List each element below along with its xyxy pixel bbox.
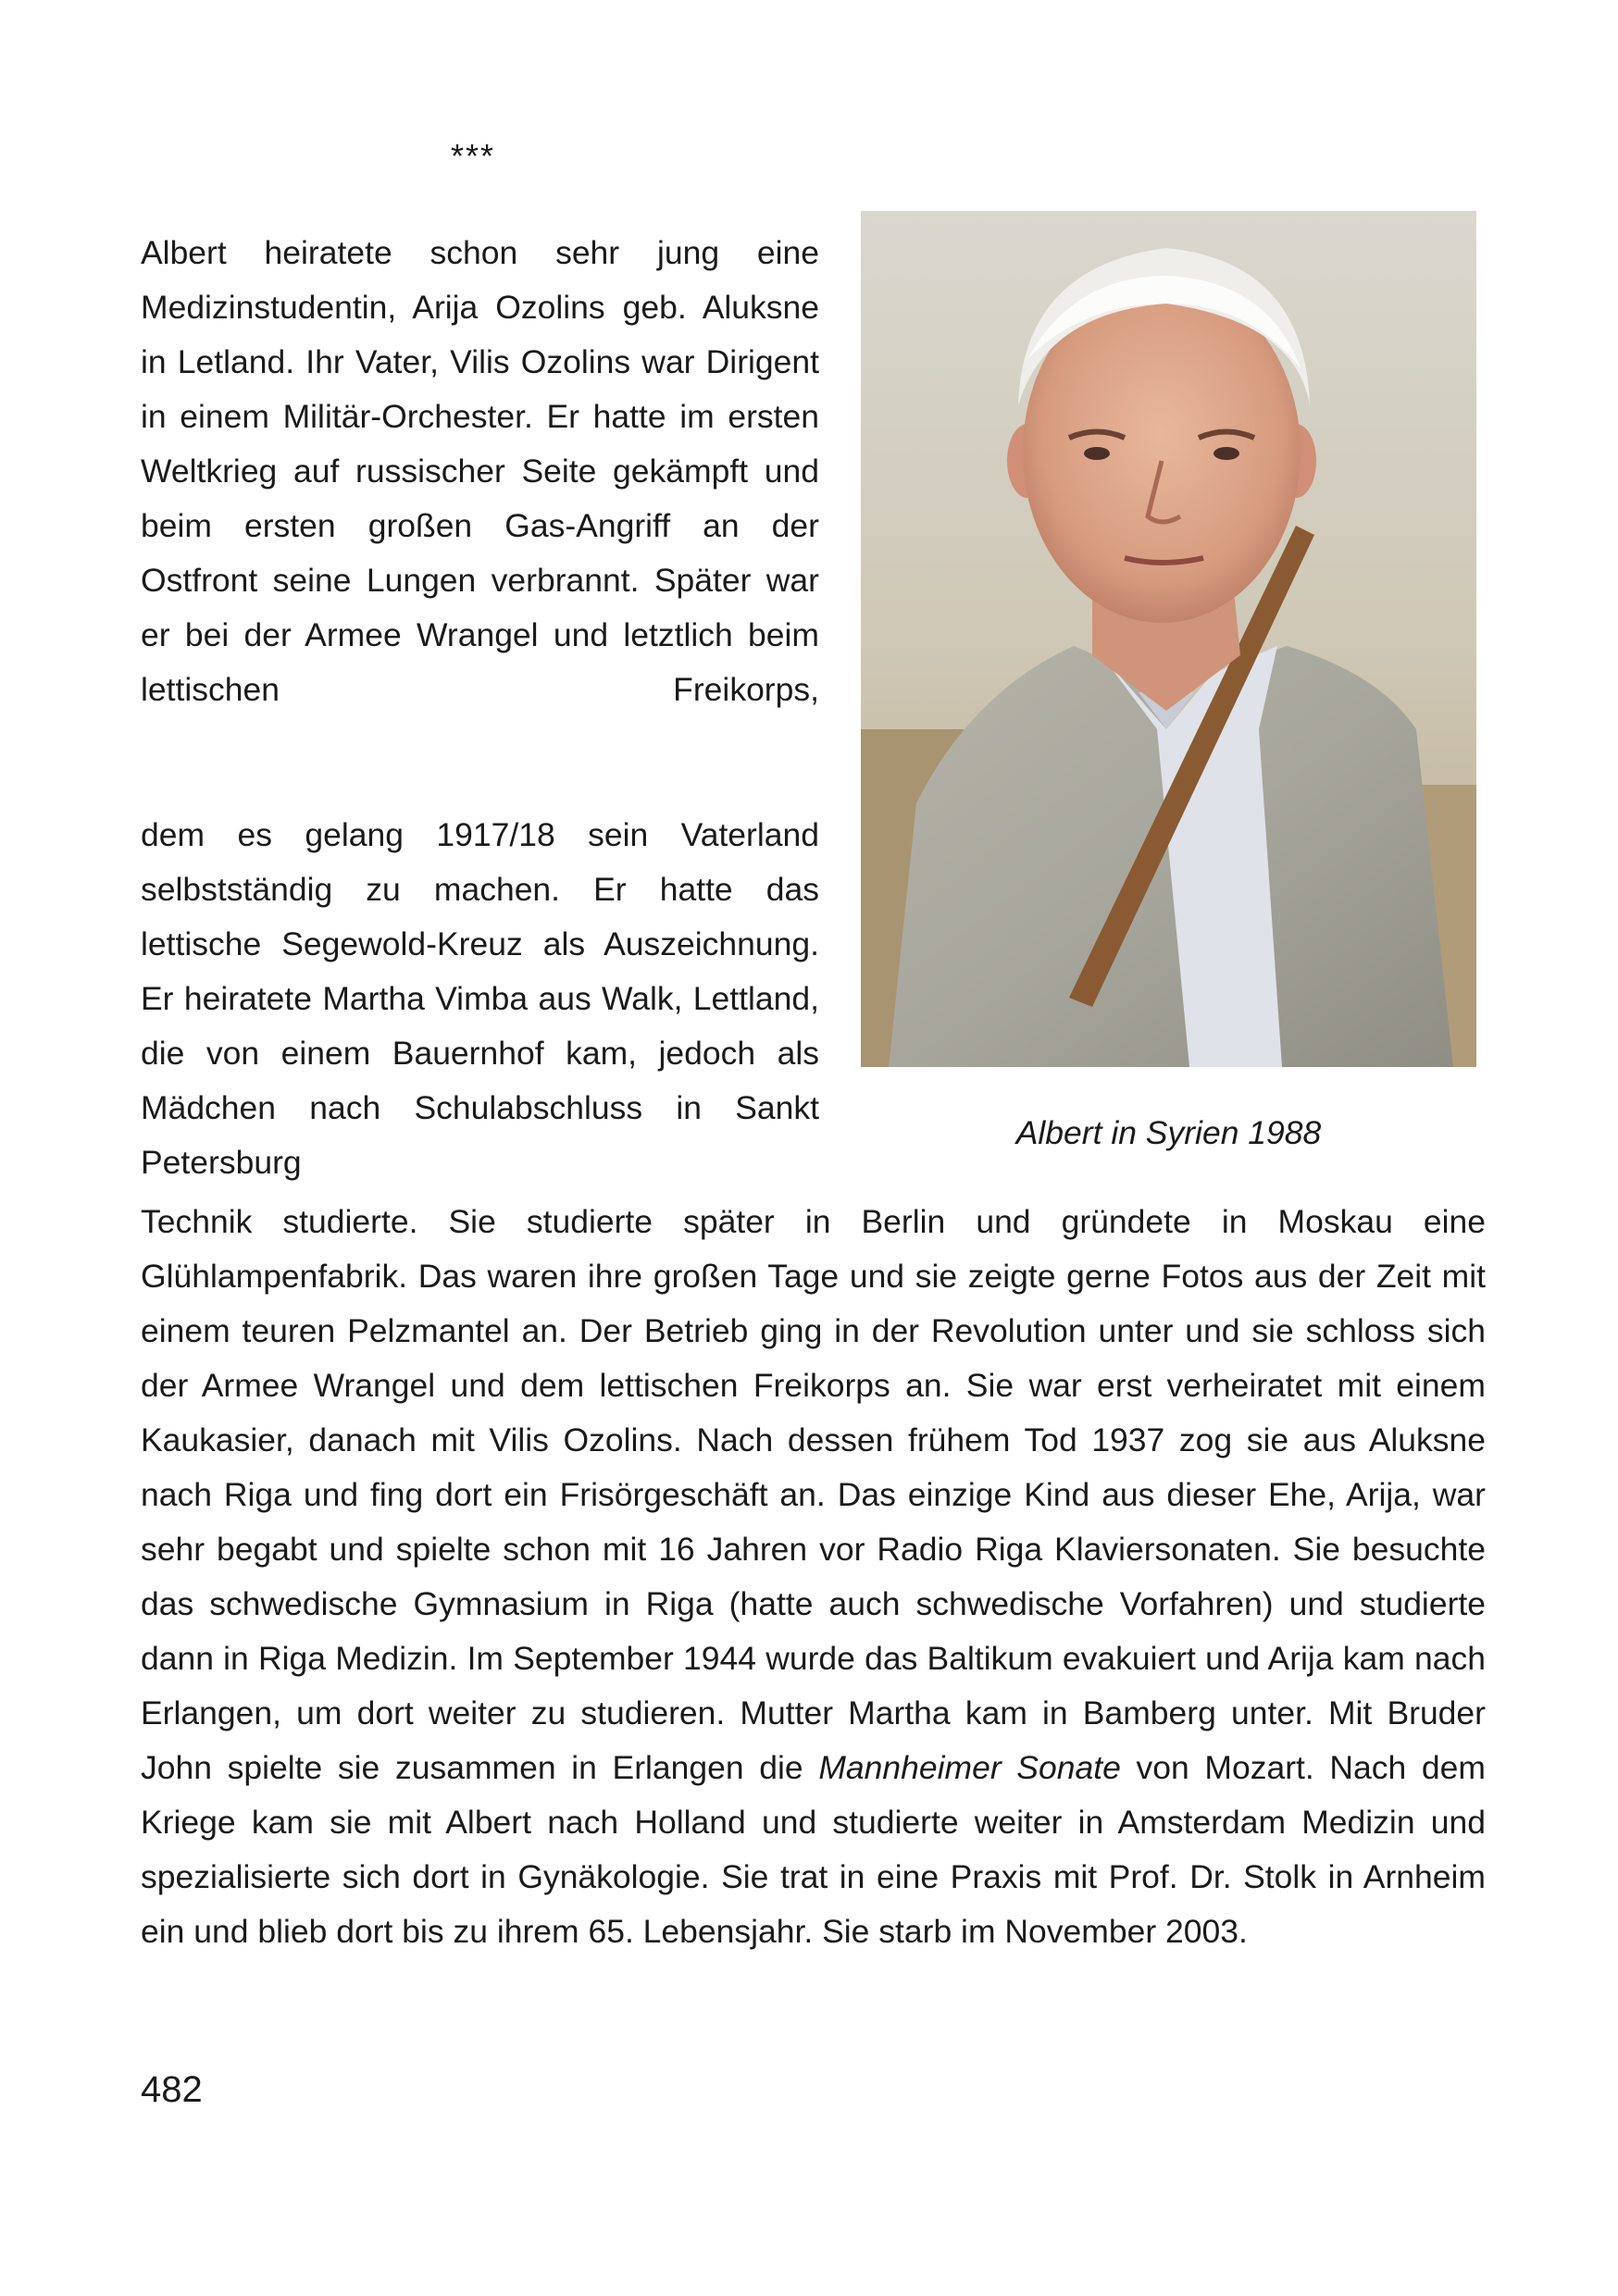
paragraph-arija-biography <box>141 1195 1486 1959</box>
biography-text-part-1: Technik studierte. Sie studierte später in Berlin und gründete in Moskau eine Glühlampenfabrik. Das waren ihre großen Tage und sie zeigte gerne Fotos aus der Zeit mit einem teuren Pelzmantel an. Der Betrieb ging in der Revolution unter und sie schloss sich der Armee Wrangel und dem lettischen Freikorps an. Sie war erst verheiratet mit einem Kaukasier, danach mit Vilis Ozolins. Nach dessen frühem Tod 1937 zog sie aus Aluksne nach Riga und fing dort ein Frisörgeschäft an. Das einzige Kind aus dieser Ehe, Arija, war sehr begabt und spielte schon mit 16 Jahren vor Radio Riga Klaviersonaten. Sie besuchte das schwedische Gymnasium in Riga (hatte auch schwedische Vorfahren) und studierte dann in Riga Medizin. Im September 1944 wurde das Baltikum evakuiert und Arija kam nach Erlangen, um dort weiter zu studieren. Mutter Martha kam in Bamberg unter. Mit Bruder John spielte sie zusammen in Erlangen die <box>141 1203 1486 1786</box>
paragraph-vaterland-column: dem es gelang 1917/18 sein Vaterland selbstständig zu machen. Er hatte das lettische Segewold-Kreuz als Auszeichnung. Er heiratete Martha Vimba aus Walk, Lettland, die von einem Bauernhof kam, jedoch als Mädchen nach Schulabschluss in Sankt Petersburg <box>141 816 819 1181</box>
photo-caption: Albert in Syrien 1988 <box>1015 1114 1322 1151</box>
biography-text-part-2: von Mozart. Nach dem Kriege kam sie mit Albert nach Holland und studierte weiter in Amsterdam Medizin und spezialisierte sich dort in Gynäkologie. Sie trat in eine Praxis mit Prof. Dr. Stolk in Arnheim ein und blieb dort bis zu ihrem 65. Lebensjahr. Sie starb im November 2003. <box>141 1749 1486 1950</box>
portrait-photo <box>861 211 1476 1067</box>
section-separator: *** <box>451 137 496 175</box>
paragraph-marriage-intro: Albert heiratete schon sehr jung eine Medizinstudentin, Arija Ozolins geb. Aluksne in Letland. Ihr Vater, Vilis Ozolins war Dirigent in einem Militär-Orchester. Er hatte im ersten Weltkrieg auf russischer Seite gekämpft und beim ersten großen Gas-Angriff an der Ostfront seine Lungen verbrannt. Später war er bei der Armee Wrangel und letztlich beim lettischen Freikorps, <box>141 234 819 708</box>
sonata-title: Mannheimer Sonate <box>818 1749 1121 1786</box>
page-number: 482 <box>141 2069 203 2110</box>
